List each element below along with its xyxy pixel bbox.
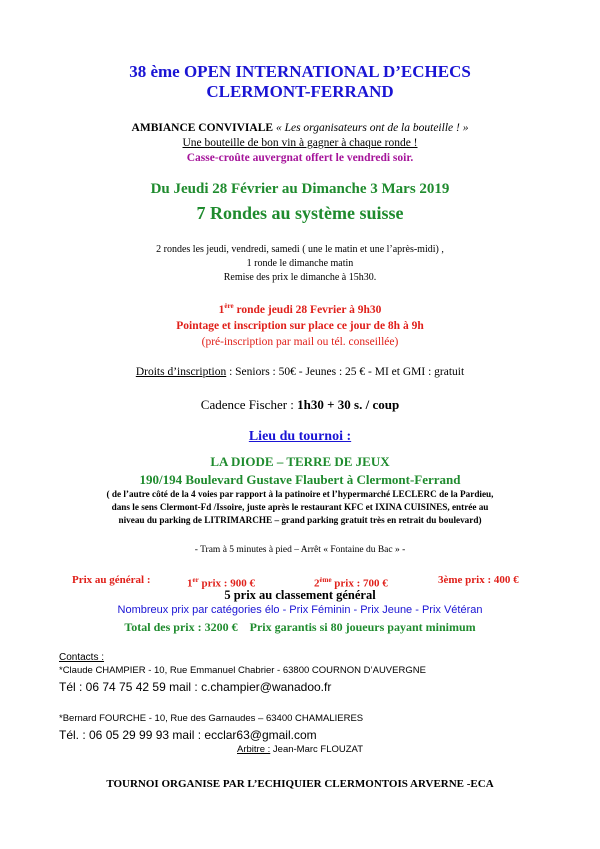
prize-1-text: prix : 900 € — [198, 577, 255, 590]
contact-2-phone: Tél. : 06 05 29 99 93 mail : ecclar63@gmail.com — [59, 728, 317, 742]
venue-name: LA DIODE – TERRE DE JEUX — [210, 454, 390, 469]
classement-text: 5 prix au classement général — [224, 588, 376, 602]
contact-1-address: *Claude CHAMPIER - 10, Rue Emmanuel Chabrier - 63800 COURNON D’AUVERGNE — [59, 665, 426, 676]
totals-line — [0, 619, 600, 635]
pointage-text: Pointage et inscription sur place ce jour de 8h à 9h — [176, 319, 424, 332]
prize-2-text: prix : 700 € — [331, 577, 388, 590]
venue-directions — [0, 488, 600, 527]
contact-1-phone: Tél : 06 74 75 42 59 mail : c.champier@wanadoo.fr — [59, 680, 332, 694]
rounds-title: 7 Rondes au système suisse — [196, 203, 404, 223]
venue-heading: Lieu du tournoi : — [248, 429, 352, 444]
categories-text: Nombreux prix par catégories élo - Prix Féminin - Prix Jeune - Prix Vétéran — [117, 604, 483, 616]
tram-info: - Tram à 5 minutes à pied – Arrêt « Fontaine du Bac » - — [194, 545, 406, 555]
organizer-footer: TOURNOI ORGANISE PAR L’ECHIQUIER CLERMONTOIS ARVERNE -ECA — [106, 778, 494, 790]
preinscription-text: (pré-inscription par mail ou tél. conseillée) — [201, 335, 399, 348]
arbitre-label: Arbitre : — [237, 744, 271, 755]
date-range: Du Jeudi 28 Février au Dimanche 3 Mars 2019 — [150, 181, 450, 197]
directions-line-2: dans le sens Clermont-Fd /Issoire, juste après le restaurant KFC et IXINA CUISINES, entrée au — [111, 502, 489, 512]
prize-1-sup: er — [192, 576, 199, 584]
prizes-label: Prix au général : — [72, 574, 151, 586]
venue-address: 190/194 Boulevard Gustave Flaubert à Clermont-Ferrand — [139, 472, 461, 487]
ambiance-label: AMBIANCE CONVIVIALE — [131, 122, 274, 134]
fees-label: Droits d’inscription — [135, 366, 227, 378]
ambiance-line — [0, 121, 600, 136]
title-line-2: CLERMONT-FERRAND — [206, 82, 394, 101]
snack-text: Casse-croûte auvergnat offert le vendredi soir. — [186, 152, 414, 164]
directions-line-1: ( de l’autre côté de la 4 voies par rapport à la patinoire et l’hypermarché LECLERC de la Pardieu, — [106, 489, 494, 499]
directions-line-3: niveau du parking de LITRIMARCHE – grand parking gratuit très en retrait du boulevard) — [118, 515, 482, 525]
bottle-text: Une bouteille de bon vin à gagner à chaque ronde ! — [182, 137, 418, 149]
prize-1-num: 1 — [187, 577, 193, 590]
title — [0, 62, 600, 102]
schedule-line-3: Remise des prix le dimanche à 15h30. — [223, 272, 377, 283]
first-round-sup: ère — [224, 302, 234, 310]
prize-2-num: 2 — [314, 577, 320, 590]
cadence-value: 1h30 + 30 s. / coup — [297, 397, 400, 412]
arbitre-name: Jean-Marc FLOUZAT — [270, 744, 363, 755]
contact-2-address: *Bernard FOURCHE - 10, Rue des Garnaudes – 63400 CHAMALIERES — [59, 713, 364, 724]
arbitre-line — [0, 743, 600, 756]
first-round-block — [0, 298, 600, 350]
prize-3: 3ème prix : 400 € — [438, 574, 519, 586]
ambiance-block — [0, 121, 600, 166]
contacts-block — [59, 651, 579, 743]
first-round-num: 1 — [218, 303, 225, 316]
first-round-line — [0, 298, 600, 318]
first-round-text: ronde jeudi 28 Fevrier à 9h30 — [233, 303, 382, 316]
title-line-1: 38 ème OPEN INTERNATIONAL D’ECHECS — [129, 62, 471, 81]
contacts-heading: Contacts : — [59, 652, 105, 663]
garantis-text: Prix garantis si 80 joueurs payant minimum — [249, 620, 476, 634]
cadence-label: Cadence Fischer : — [200, 397, 298, 412]
schedule-line-1: 2 rondes les jeudi, vendredi, samedi ( une le matin et une l’après-midi) , — [156, 244, 444, 255]
fees-line — [0, 364, 600, 380]
schedule-line-2: 1 ronde le dimanche matin — [246, 258, 354, 269]
fees-text: : Seniors : 50€ - Jeunes : 25 € - MI et GMI : gratuit — [226, 366, 465, 378]
ambiance-quote: « Les organisateurs ont de la bouteille ! » — [275, 122, 469, 134]
total-text: Total des prix : 3200 € — [124, 620, 238, 634]
cadence-line — [0, 396, 600, 414]
schedule-block — [0, 243, 600, 285]
prize-2-sup: ème — [319, 576, 332, 584]
